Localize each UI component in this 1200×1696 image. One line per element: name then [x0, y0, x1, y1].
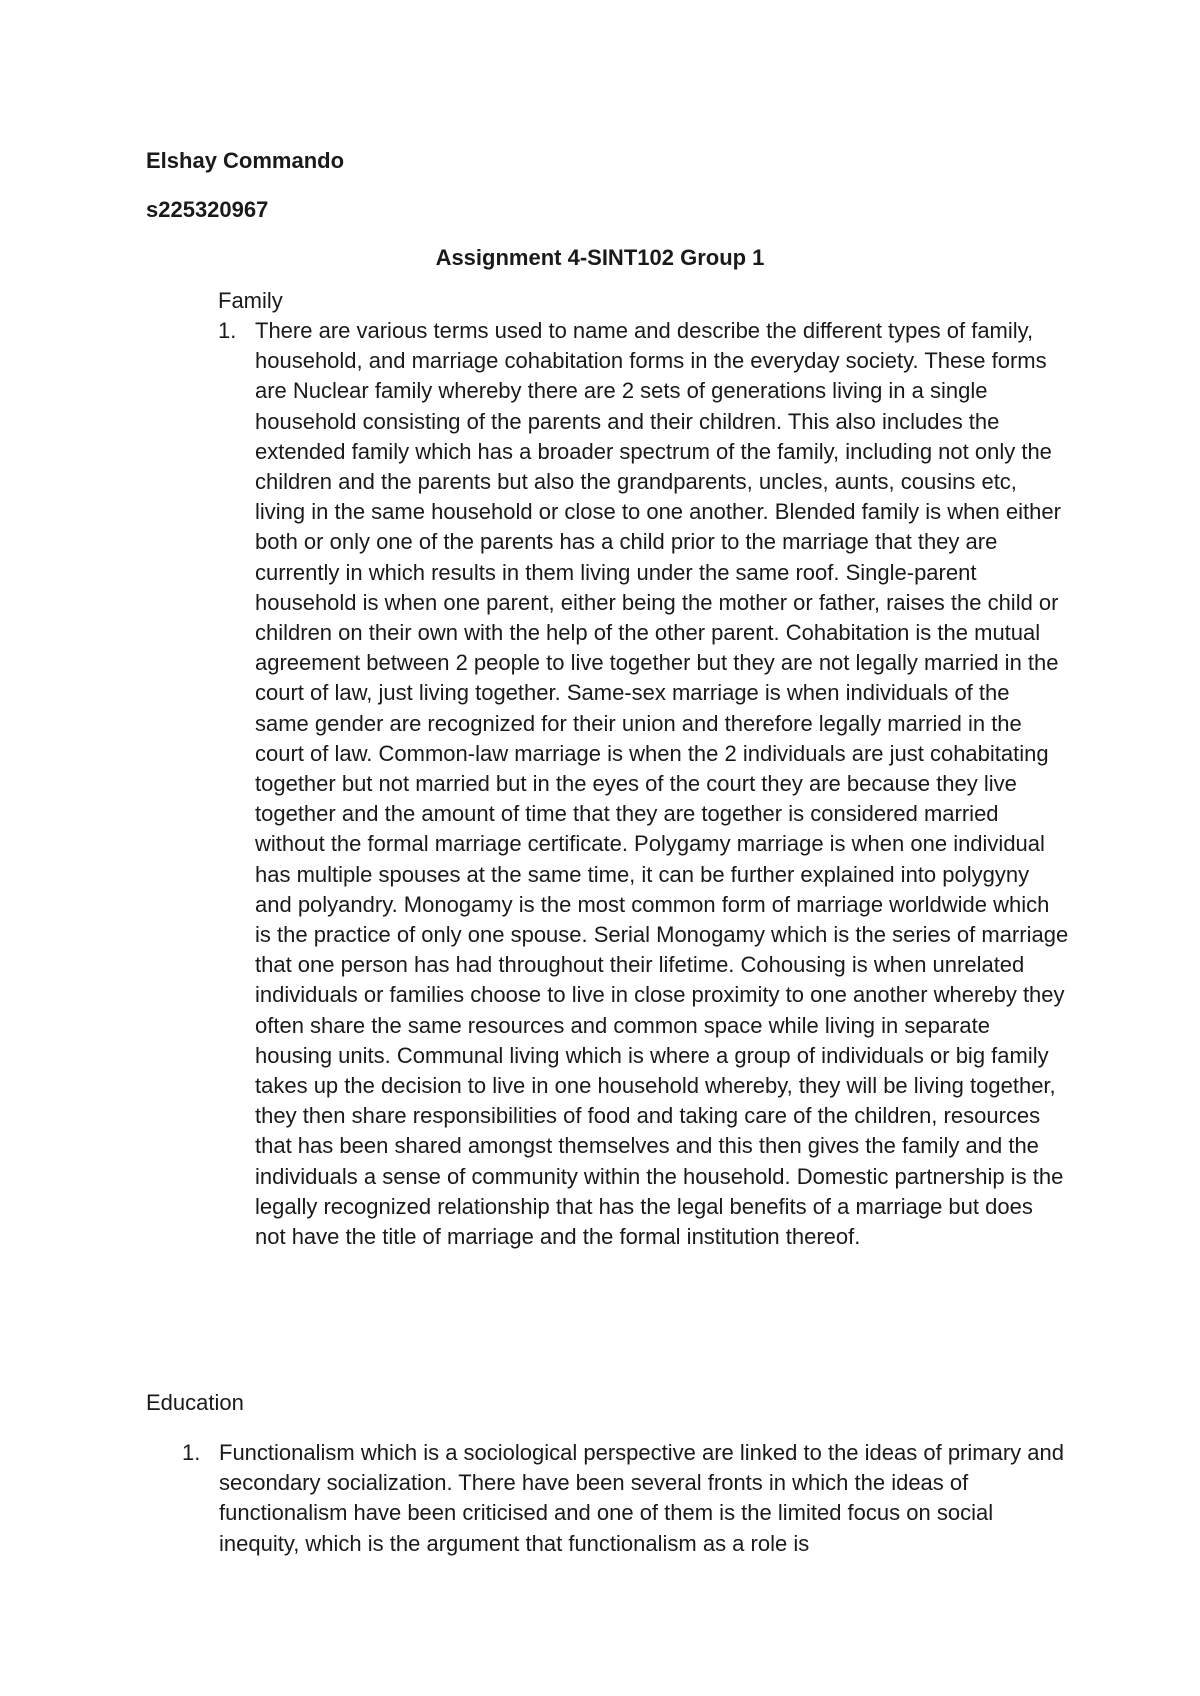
assignment-title: Assignment 4-SINT102 Group 1 [435, 245, 765, 270]
family-item-number: 1. [218, 318, 237, 343]
education-heading: Education [146, 1390, 244, 1415]
education-item-number: 1. [182, 1440, 201, 1465]
author-name: Elshay Commando [146, 148, 345, 173]
education-paragraph: Functionalism which is a sociological perspective are linked to the ideas of primary and secondary socialization. There have been several fronts in which the ideas of functionalism have been criticised and one of them is the limited focus on social inequity, which is the argument that functionalism as a role is [219, 1440, 1064, 1556]
family-heading: Family [218, 288, 283, 313]
family-paragraph: There are various terms used to name and describe the different types of family, household, and marriage cohabitation forms in the everyday society. These forms are Nuclear family whereby there are 2 sets of generations living in a single household consisting of the parents and their children. This also includes the extended family which has a broader spectrum of the family, including not only the children and the parents but also the grandparents, uncles, aunts, cousins etc, living in the same household or close to one another. Blended family is when either both or only one of the parents has a child prior to the marriage that they are currently in which results in them living under the same roof. Single-parent household is when one parent, either being the mother or father, raises the child or children on their own with the help of the other parent. Cohabitation is the mutual agreement between 2 people to live together but they are not legally married in the court of law, just living together. Same-sex marriage is when individuals of the same gender are recognized for their union and therefore legally married in the court of law. Common-law marriage is when the 2 individuals are just cohabitating together but not married but in the eyes of the court they are because they live together and the amount of time that they are together is considered married without the formal marriage certificate. Polygamy marriage is when one individual has multiple spouses at the same time, it can be further explained into polygyny and polyandry. Monogamy is the most common form of marriage worldwide which is the practice of only one spouse. Serial Monogamy which is the series of marriage that one person has had throughout their lifetime. Cohousing is when unrelated individuals or families choose to live in close proximity to one another whereby they often share the same resources and common space while living in separate housing units. Communal living which is where a group of individuals or big family takes up the decision to live in one household whereby, they will be living together, they then share responsibilities of food and taking care of the children, resources that has been shared amongst themselves and this then gives the family and the individuals a sense of community within the household. Domestic partnership is the legally recognized relationship that has the legal benefits of a marriage but does not have the title of marriage and the formal institution thereof. [255, 318, 1069, 1250]
student-id: s225320967 [146, 197, 269, 222]
